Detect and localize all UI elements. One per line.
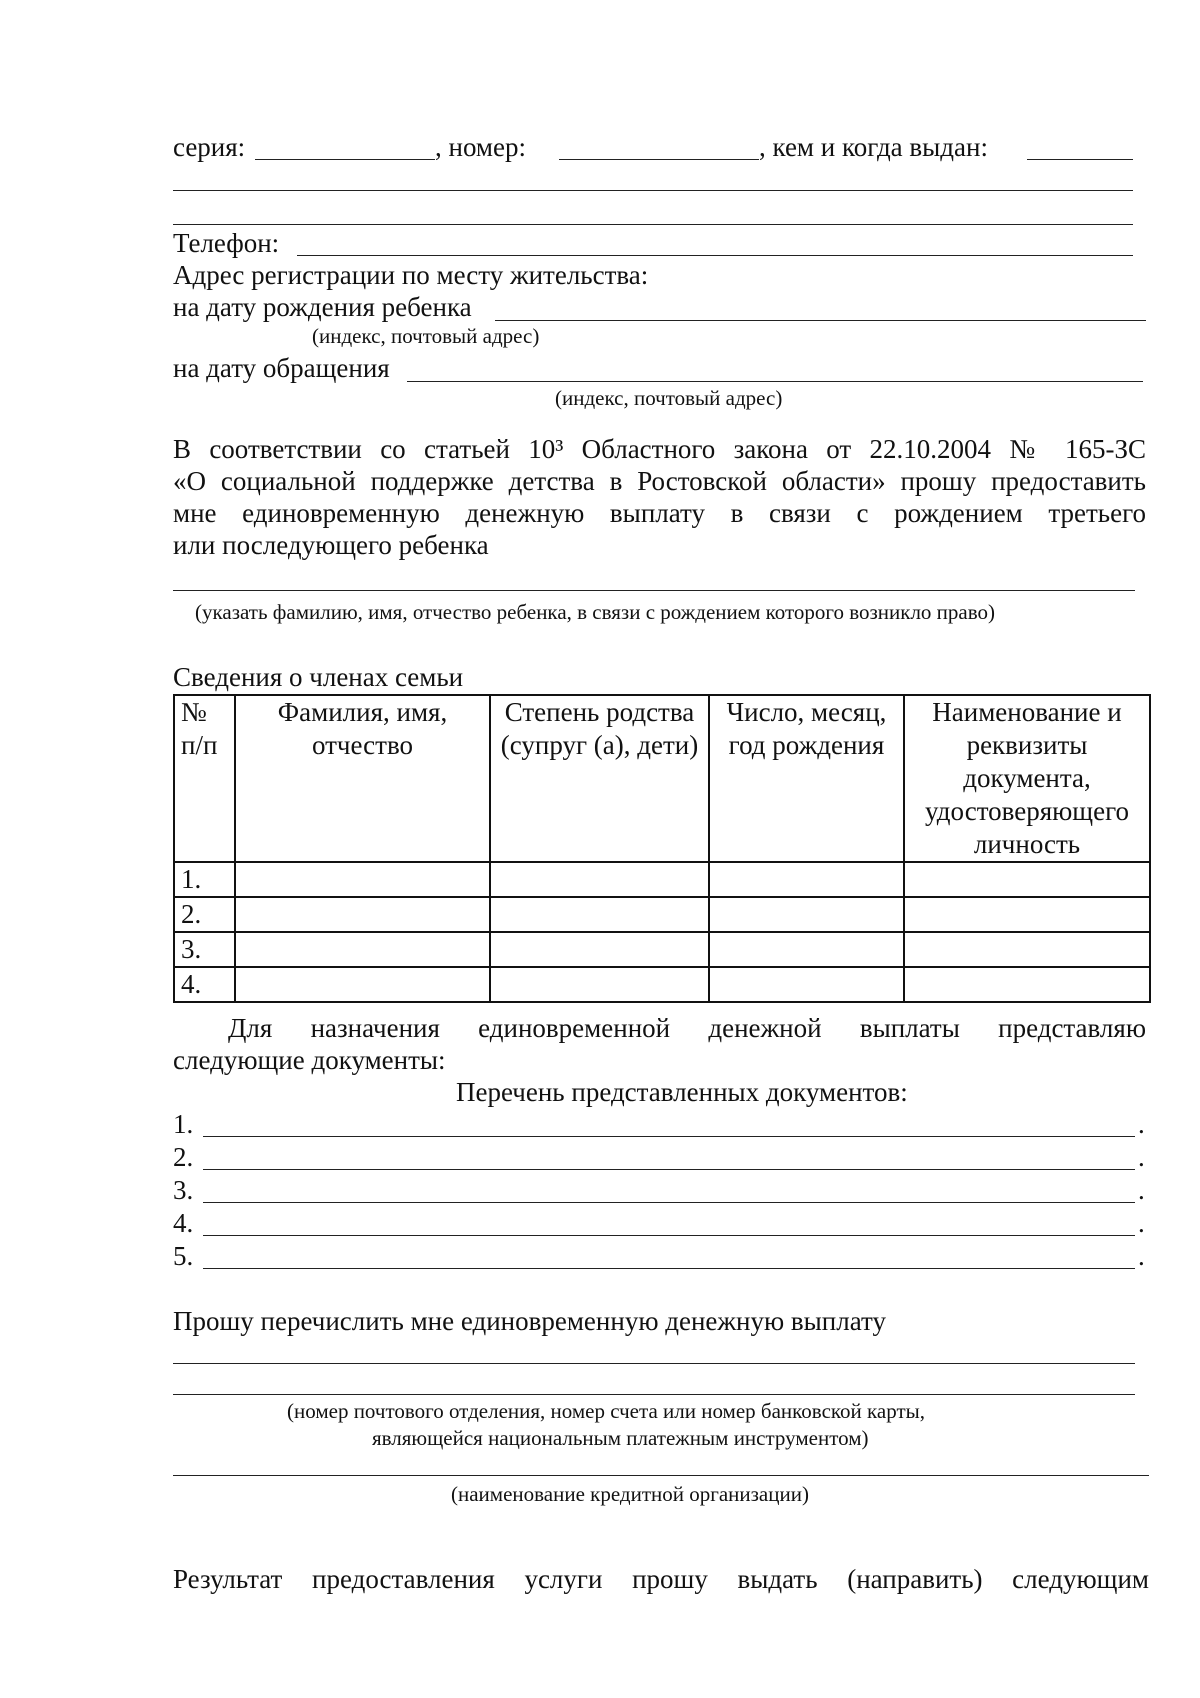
phone-label: Телефон: [173, 228, 280, 258]
document-item-end: . [1138, 1241, 1145, 1271]
row-number: 4. [174, 967, 235, 1002]
document-item-number: 4. [173, 1208, 194, 1238]
family-table-header-row [174, 695, 1150, 862]
document-item-end: . [1138, 1109, 1145, 1139]
request-paragraph-line-1: В соответствии со статьей 10³ Областного закона от 22.10.2004 № 165-ЗС [173, 434, 1146, 464]
cell-identity-document[interactable] [904, 967, 1150, 1002]
document-item-end: . [1138, 1142, 1145, 1172]
request-date-address-hint: (индекс, почтовый адрес) [555, 386, 783, 410]
payment-account-field[interactable] [173, 1363, 1135, 1364]
result-delivery-text: Результат предоставления услуги прошу выдать (направить) следующим [173, 1564, 1149, 1594]
passport-number-field[interactable] [559, 159, 759, 160]
passport-issued-field[interactable] [1027, 159, 1133, 160]
header-number: № п/п [174, 695, 235, 862]
passport-issued-label: , кем и когда выдан: [759, 132, 988, 162]
request-date-address-label: на дату обращения [173, 353, 390, 383]
document-item-end: . [1138, 1208, 1145, 1238]
passport-issued-field-continued[interactable] [173, 190, 1133, 191]
payment-hint-line-1: (номер почтового отделения, номер счета или номер банковской карты, [287, 1399, 925, 1423]
document-item-number: 2. [173, 1142, 194, 1172]
cell-birth-date[interactable] [709, 967, 904, 1002]
document-item-number: 1. [173, 1109, 194, 1139]
cell-relationship[interactable] [490, 862, 709, 897]
cell-relationship[interactable] [490, 932, 709, 967]
documents-list-title: Перечень представленных документов: [456, 1077, 908, 1107]
family-members-table [173, 694, 1151, 1003]
cell-birth-date[interactable] [709, 862, 904, 897]
payment-account-field-continued[interactable] [173, 1394, 1135, 1395]
table-row [174, 967, 1150, 1002]
request-paragraph-line-3: мне единовременную денежную выплату в связи с рождением третьего [173, 498, 1146, 528]
registration-heading: Адрес регистрации по месту жительства: [173, 260, 649, 290]
document-item-field[interactable] [203, 1268, 1135, 1269]
row-number: 1. [174, 862, 235, 897]
documents-intro-line-1: Для назначения единовременной денежной выплаты представляю [228, 1013, 1146, 1043]
cell-relationship[interactable] [490, 967, 709, 1002]
passport-series-label: серия: [173, 132, 246, 162]
cell-full-name[interactable] [235, 862, 490, 897]
bank-name-field[interactable] [173, 1475, 1149, 1476]
payment-hint-line-2: являющейся национальным платежным инструментом) [372, 1426, 869, 1450]
request-paragraph-line-2: «О социальной поддержке детства в Ростовской области» прошу предоставить [173, 466, 1146, 496]
header-identity-document: Наименование и реквизиты документа, удостоверяющего личность [904, 695, 1150, 862]
document-item-field[interactable] [203, 1235, 1135, 1236]
document-item-number: 3. [173, 1175, 194, 1205]
cell-relationship[interactable] [490, 897, 709, 932]
cell-birth-date[interactable] [709, 932, 904, 967]
table-row [174, 862, 1150, 897]
child-name-hint: (указать фамилию, имя, отчество ребенка, в связи с рождением которого возникло право) [195, 600, 996, 624]
table-row [174, 897, 1150, 932]
birth-date-address-field[interactable] [495, 320, 1146, 321]
cell-identity-document[interactable] [904, 897, 1150, 932]
birth-date-address-label: на дату рождения ребенка [173, 292, 472, 322]
cell-full-name[interactable] [235, 897, 490, 932]
document-item-field[interactable] [203, 1202, 1135, 1203]
request-date-address-field[interactable] [407, 381, 1143, 382]
birth-date-address-hint: (индекс, почтовый адрес) [312, 324, 540, 348]
documents-intro-line-2: следующие документы: [173, 1045, 446, 1075]
cell-full-name[interactable] [235, 932, 490, 967]
table-row [174, 932, 1150, 967]
phone-field[interactable] [297, 255, 1133, 256]
cell-birth-date[interactable] [709, 897, 904, 932]
cell-identity-document[interactable] [904, 862, 1150, 897]
passport-number-label: , номер: [435, 132, 527, 162]
bank-name-hint: (наименование кредитной организации) [451, 1482, 809, 1506]
row-number: 2. [174, 897, 235, 932]
cell-identity-document[interactable] [904, 932, 1150, 967]
child-name-field[interactable] [173, 590, 1135, 591]
payment-request-text: Прошу перечислить мне единовременную денежную выплату [173, 1306, 886, 1336]
cell-full-name[interactable] [235, 967, 490, 1002]
request-paragraph-line-4: или последующего ребенка [173, 530, 489, 560]
passport-series-field[interactable] [255, 159, 435, 160]
document-item-number: 5. [173, 1241, 194, 1271]
document-item-field[interactable] [203, 1136, 1135, 1137]
header-birth-date: Число, месяц, год рождения [709, 695, 904, 862]
passport-issued-field-continued-2[interactable] [173, 224, 1133, 225]
document-item-end: . [1138, 1175, 1145, 1205]
row-number: 3. [174, 932, 235, 967]
family-table-title: Сведения о членах семьи [173, 662, 464, 692]
document-item-field[interactable] [203, 1169, 1135, 1170]
header-relationship: Степень родства (супруг (а), дети) [490, 695, 709, 862]
header-full-name: Фамилия, имя, отчество [235, 695, 490, 862]
